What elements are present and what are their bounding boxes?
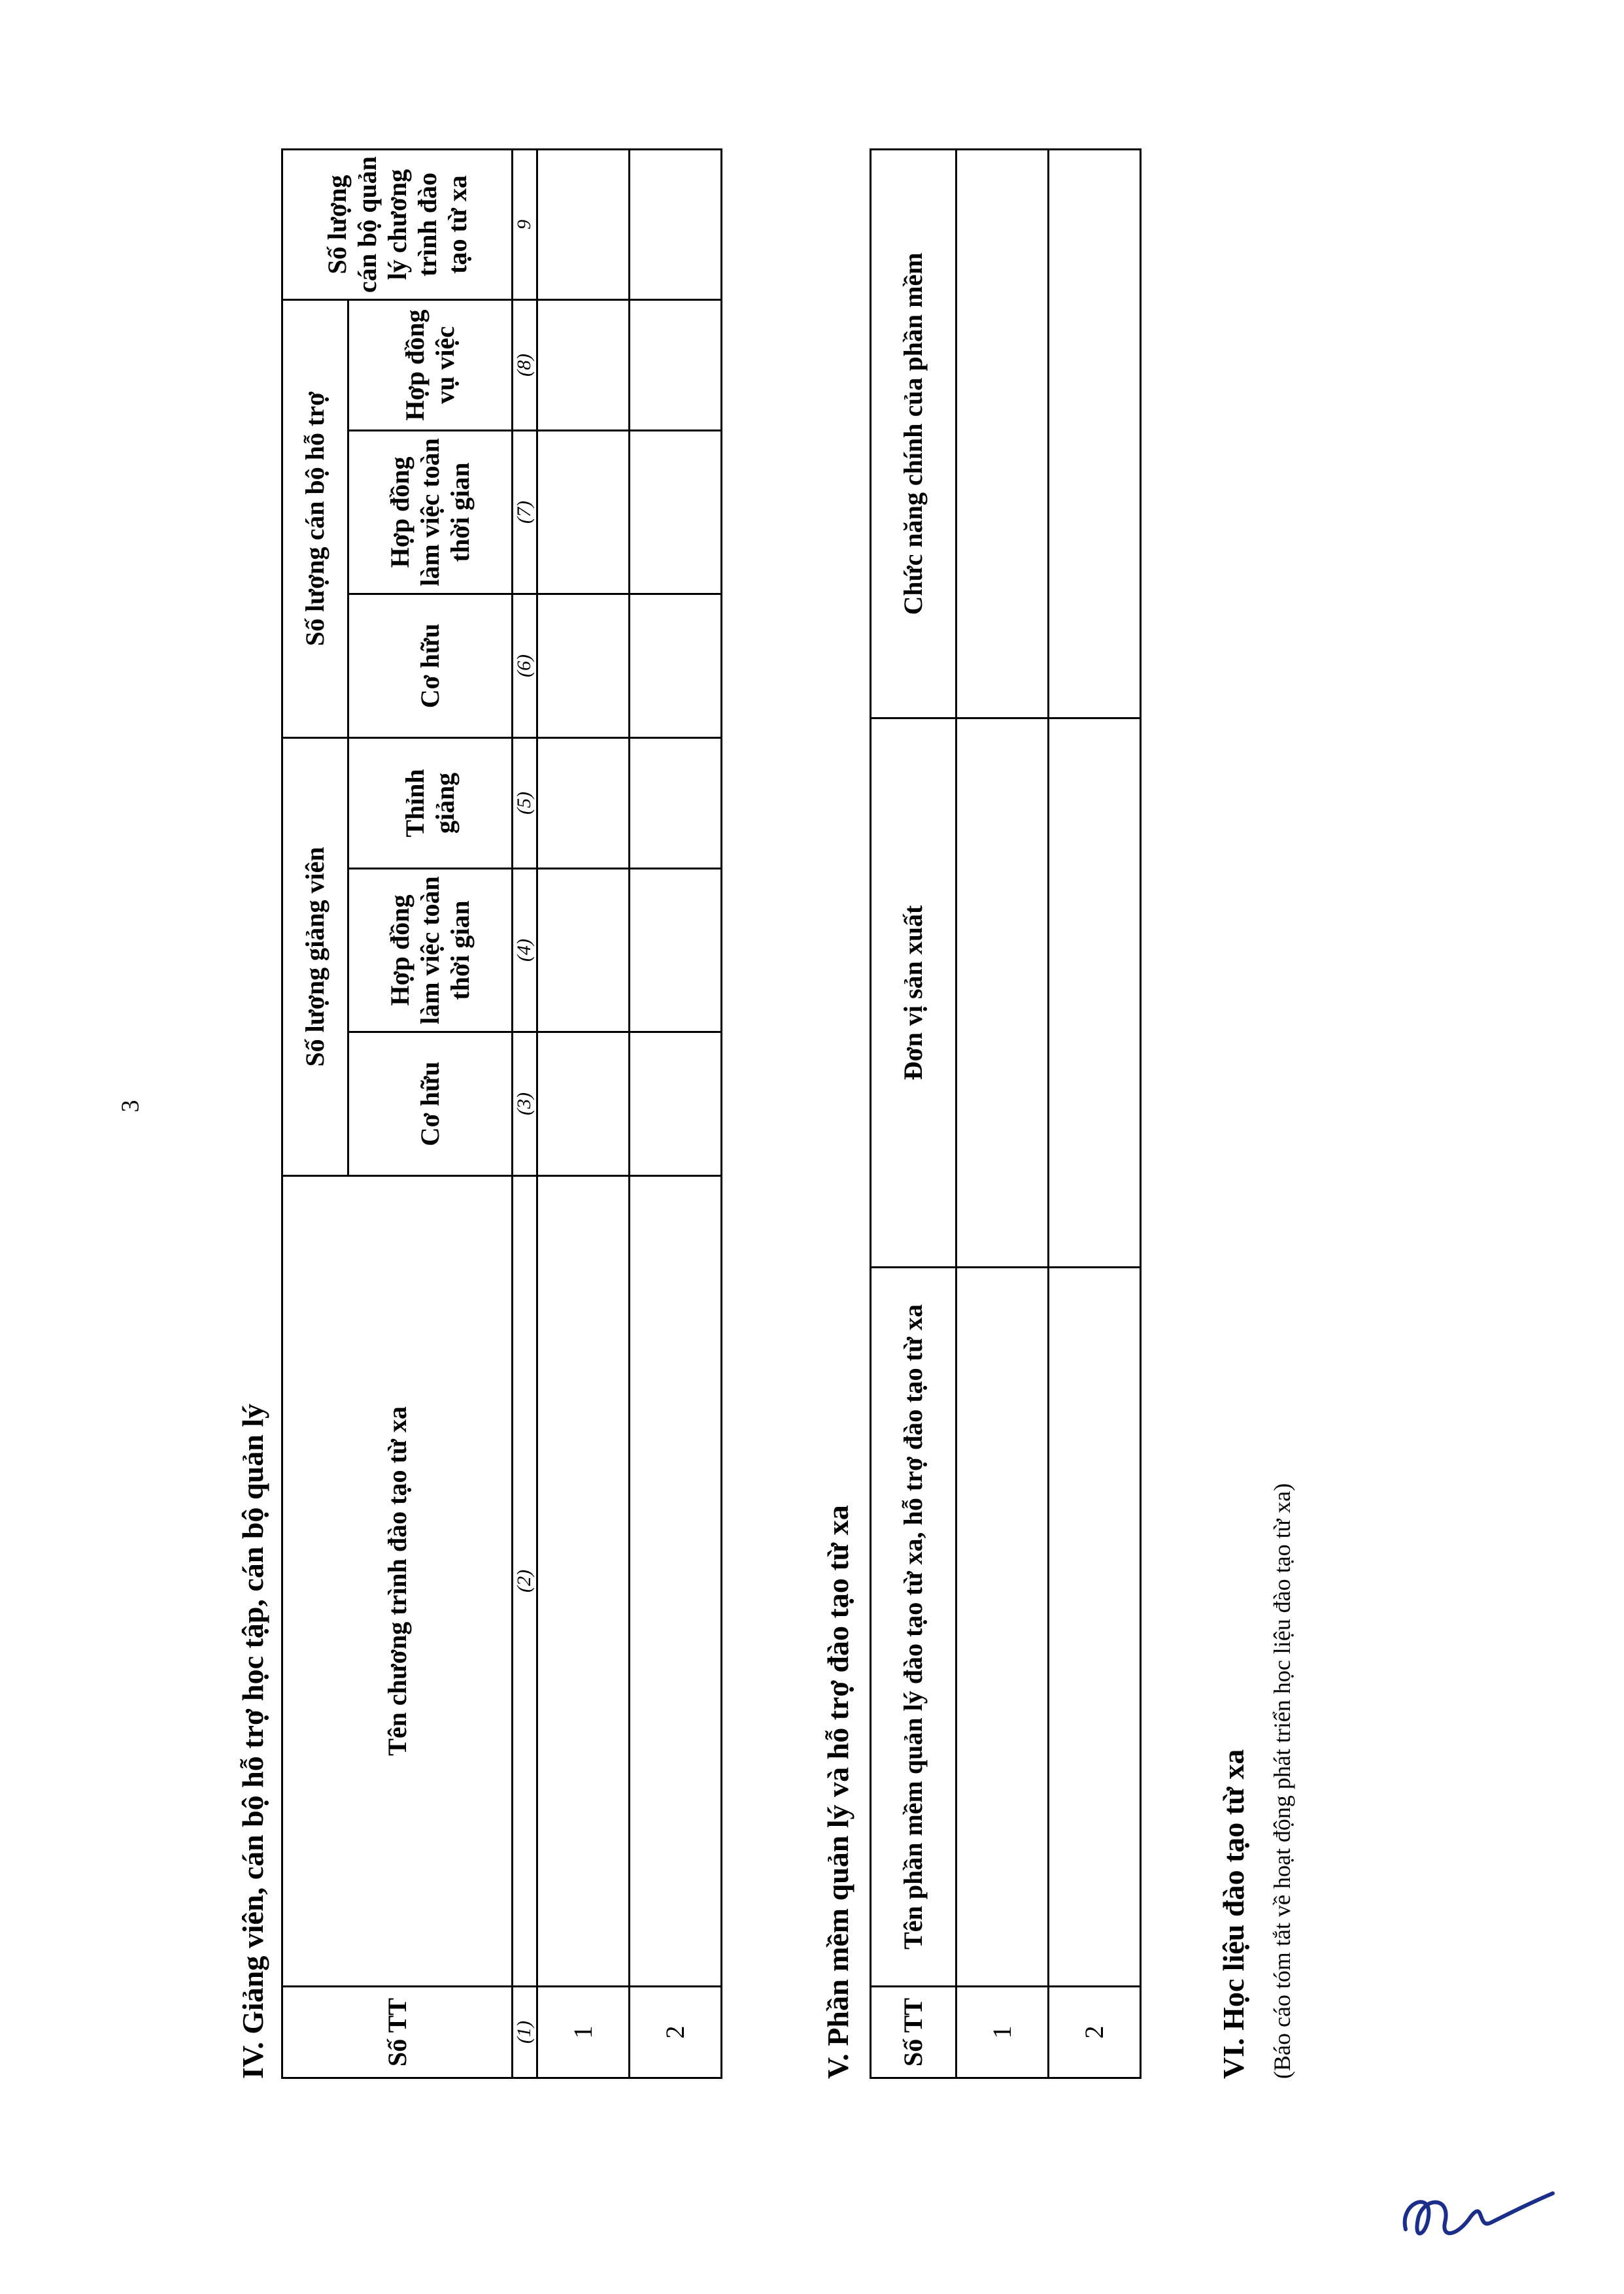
header-lecturers-group: Số lượng giảng viên [282,737,348,1175]
empty-cell [956,718,1049,1268]
empty-cell [629,149,721,299]
index-cell: (3) [513,1032,537,1176]
index-cell: (1) [513,1987,537,2078]
table-row [1049,150,1141,2078]
empty-cell [629,869,721,1032]
empty-cell [537,1032,629,1176]
empty-cell [537,1176,629,1987]
header-support-group: Số lượng cán bộ hỗ trợ [282,299,348,737]
header-stt: Số TT [282,1987,513,2078]
header-support-contract: Hợp đồng vụ việc [348,299,513,430]
row-number: 2 [629,1987,721,2078]
section-vi-title: VI. Học liệu đào tạo từ xa [1217,1749,1250,2079]
header-lecturer-visiting: Thỉnh giảng [348,737,513,868]
software-table [870,148,1142,2079]
empty-cell [629,1032,721,1176]
row-number: 1 [537,1987,629,2078]
header-program-name: Tên chương trình đào tạo từ xa [282,1176,513,1987]
empty-cell [629,299,721,430]
index-cell: (6) [513,594,537,737]
header-main-functions: Chức năng chính của phần mềm [871,150,956,718]
header-stt: Số TT [871,1987,956,2078]
index-cell: (4) [513,869,537,1032]
empty-cell [956,150,1049,718]
empty-cell [1049,150,1141,718]
table-row [629,149,721,2078]
index-row [513,149,537,2078]
section-iv-title: IV. Giảng viên, cán bộ hỗ trợ học tập, cán bộ quản lý [236,1403,269,2079]
header-support-permanent: Cơ hữu [348,594,513,737]
index-cell: 9 [513,149,537,299]
empty-cell [537,737,629,868]
index-cell: (2) [513,1176,537,1987]
empty-cell [629,430,721,594]
empty-cell [629,1176,721,1987]
table-row [537,149,629,2078]
index-cell: (5) [513,737,537,868]
section-vi-note: (Báo cáo tóm tắt về hoạt động phát triển học liệu đào tạo từ xa) [1269,1483,1295,2079]
empty-cell [537,149,629,299]
empty-cell [537,430,629,594]
empty-cell [537,869,629,1032]
empty-cell [537,299,629,430]
staff-table [281,148,722,2079]
index-cell: (8) [513,299,537,430]
header-lecturer-fulltime: Hợp đồng làm việc toàn thời gian [348,869,513,1032]
empty-cell [1049,718,1141,1268]
index-cell: (7) [513,430,537,594]
header-software-name: Tên phần mềm quản lý đào tạo từ xa, hỗ trợ đào tạo từ xa [871,1268,956,1987]
section-v-title: V. Phần mềm quản lý và hỗ trợ đào tạo từ xa [821,1505,854,2079]
header-manager-count: Số lượng cán bộ quản lý chương trình đào tạo từ xa [282,149,513,299]
table-row [956,150,1049,2078]
empty-cell [537,594,629,737]
page-number: 3 [116,1100,144,1113]
empty-cell [956,1268,1049,1987]
signature-mark [1393,2177,1563,2255]
row-number: 2 [1049,1987,1141,2078]
header-lecturer-permanent: Cơ hữu [348,1032,513,1176]
empty-cell [629,737,721,868]
row-number: 1 [956,1987,1049,2078]
header-support-fulltime: Hợp đồng làm việc toàn thời gian [348,430,513,594]
rotated-content [216,118,1491,2079]
header-producer: Đơn vị sản xuất [871,718,956,1268]
empty-cell [1049,1268,1141,1987]
empty-cell [629,594,721,737]
